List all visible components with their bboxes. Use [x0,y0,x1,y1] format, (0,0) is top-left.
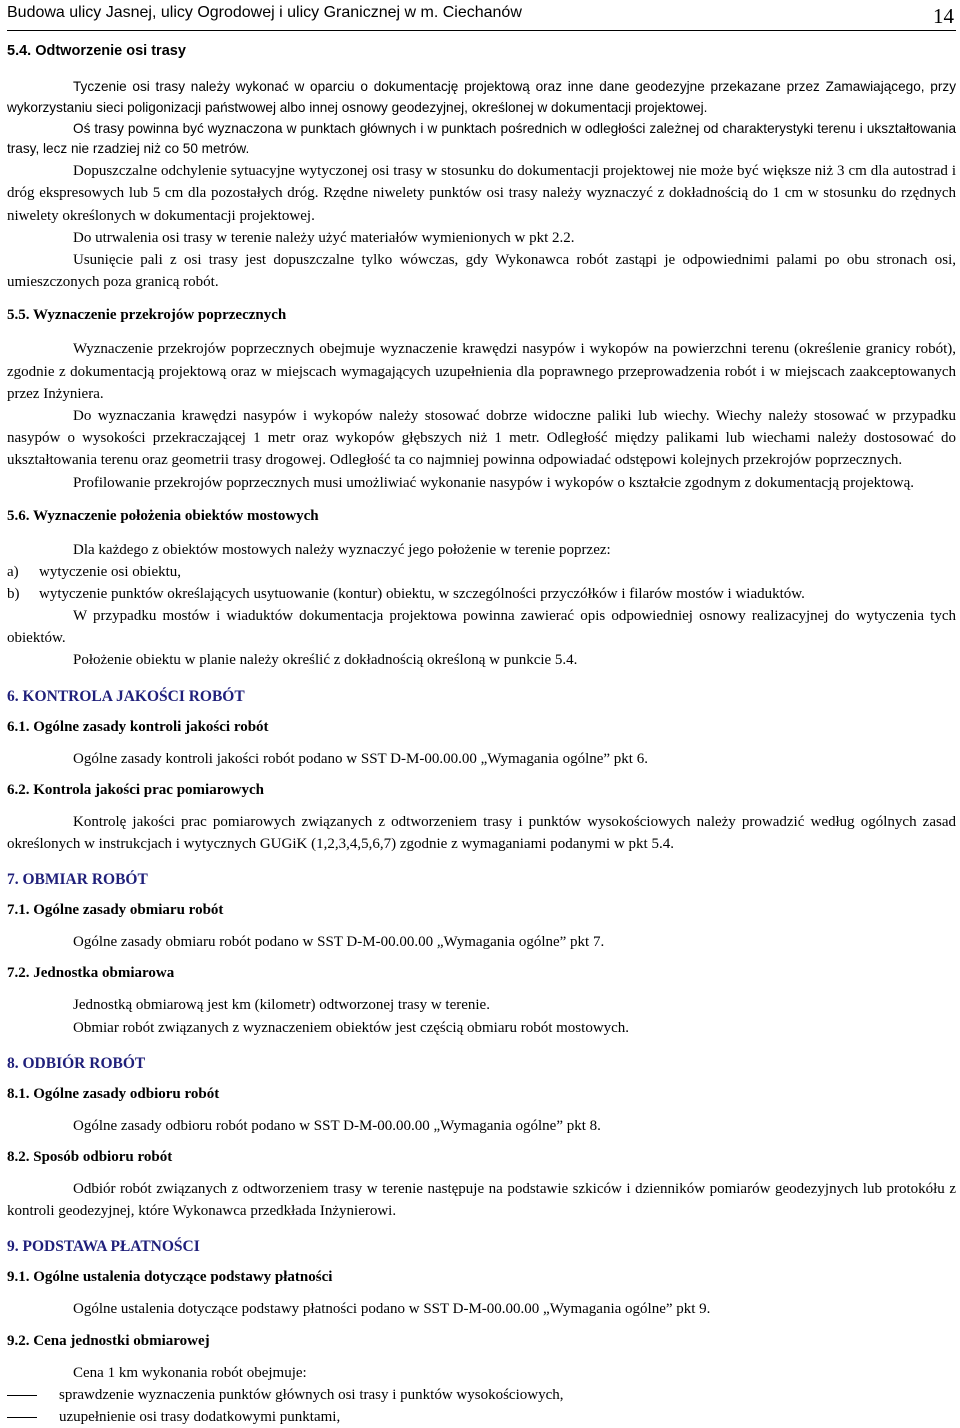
paragraph: Ogólne zasady kontroli jakości robót podano w SST D-M-00.00.00 „Wymagania ogólne” pkt 6. [73,750,648,767]
paragraph: Położenie obiektu w planie należy określić z dokładnością określoną w punkcie 5.4. [73,652,578,669]
chapter-heading-8: 8. ODBIÓR ROBÓT [7,1054,146,1072]
paragraph: Odbiór robót związanych z odtworzeniem trasy w terenie następuje na podstawie szkiców i dzienników pomiarów geodezyjnych lub protokółu z kontroli geodezyjnej, które Wykonawca przedkłada Inżynierowi. [7,1181,956,1220]
paragraph: Ogólne zasady odbioru robót podano w SST D-M-00.00.00 „Wymagania ogólne” pkt 8. [73,1117,601,1134]
paragraph: Wyznaczenie przekrojów poprzecznych obejmuje wyznaczenie krawędzi nasypów i wykopów na powierzchni terenu (określenie granicy robót), zgodnie z dokumentacją projektową oraz w miejscach wymagających uzupełnienia dla poprawnego przeprowadzenia robót i w miejscach zaakceptowanych przez Inżyniera. [7,341,956,402]
page-header [7,0,956,31]
paragraph: Dla każdego z obiektów mostowych należy wyznaczyć jego położenie w terenie poprzez: [73,541,611,558]
list-marker: a) [7,564,19,581]
paragraph: Ogólne ustalenia dotyczące podstawy płatności podano w SST D-M-00.00.00 „Wymagania ogólne” pkt 9. [73,1301,711,1318]
dash-bullet [7,1417,37,1418]
paragraph: Kontrolę jakości prac pomiarowych związanych z odtworzeniem trasy i punktów wysokościowych należy prowadzić według ogólnych zasad określonych w instrukcjach i wytycznych GUGiK (1,2,3,4,5,6,7) zgodnie z wymaganiami podanymi w pkt 5.4. [7,813,956,853]
paragraph: Ogólne zasady obmiaru robót podano w SST D-M-00.00.00 „Wymagania ogólne” pkt 7. [73,934,605,951]
document-title: Budowa ulicy Jasnej, ulicy Ogrodowej i ulicy Granicznej w m. Ciechanów [7,4,522,21]
list-item-text: sprawdzenie wyznaczenia punktów głównych osi trasy i punktów wysokościowych, [59,1386,564,1403]
chapter-heading-7: 7. OBMIAR ROBÓT [7,871,148,889]
paragraph: W przypadku mostów i wiaduktów dokumentacja projektowa powinna zawierać opis odpowiedniej osnowy realizacyjnej do wytyczenia tych obiektów. [7,608,956,647]
section-heading-9-1: 9.1. Ogólne ustalenia dotyczące podstawy płatności [7,1269,333,1286]
section-heading-5-4: 5.4. Odtworzenie osi trasy [7,43,186,59]
section-heading-6-1: 6.1. Ogólne zasady kontroli jakości robót [7,718,269,735]
paragraph: Do wyznaczania krawędzi nasypów i wykopów należy stosować dobrze widoczne paliki lub wiechy. Wiechy należy stosować w przypadku nasypów o wysokości przekraczającej 1 metr oraz wykopów głębszych niż 1 metr. Odległość między palikami lub wiechami należy dostosować do ukształtowania terenu oraz geometrii trasy drogowej. Odległość ta co najmniej powinna odpowiadać odstępowi kolejnych przekrojów poprzecznych. [7,408,956,469]
paragraph: Cena 1 km wykonania robót obejmuje: [73,1364,307,1381]
section-heading-8-2: 8.2. Sposób odbioru robót [7,1149,173,1166]
list-item-text: uzupełnienie osi trasy dodatkowymi punktami, [59,1408,341,1425]
list-marker: b) [7,586,20,603]
page-number: 14 [933,4,954,28]
paragraph: Dopuszczalne odchylenie sytuacyjne wytyczonej osi trasy w stosunku do dokumentacji projektowej nie może być większe niż 3 cm dla autostrad i dróg ekspresowych lub 5 cm dla pozostałych dróg. Rzędne niwelety punktów osi trasy należy wyznaczyć z dokładnością do 1 cm w stosunku do rzędnych niwelety określonych w dokumentacji projektowej. [7,163,956,224]
paragraph: Profilowanie przekrojów poprzecznych musi umożliwiać wykonanie nasypów i wykopów o kształcie zgodnym z dokumentacją projektową. [73,474,915,491]
list-item [7,1406,956,1428]
section-heading-6-2: 6.2. Kontrola jakości prac pomiarowych [7,781,264,798]
paragraph: Usunięcie pali z osi trasy jest dopuszczalne tylko wówczas, gdy Wykonawca robót zastąpi je odpowiednimi palami po obu stronach osi, umieszczonych poza granicą robót. [7,252,956,291]
paragraph: Obmiar robót związanych z wyznaczeniem obiektów jest częścią obmiaru robót mostowych. [73,1019,630,1036]
list-item [7,561,956,583]
list-item-text: wytyczenie punktów określających usytuowanie (kontur) obiektu, w szczególności przyczółków i filarów mostów i wiaduktów. [39,586,805,603]
list-item [7,1384,956,1406]
dash-bullet [7,1395,37,1396]
paragraph: Jednostką obmiarową jest km (kilometr) odtworzonej trasy w terenie. [73,997,490,1014]
list-item [7,583,956,605]
section-heading-9-2: 9.2. Cena jednostki obmiarowej [7,1332,210,1349]
paragraph: Oś trasy powinna być wyznaczona w punktach głównych i w punktach pośrednich w odległości zależnej od charakterystyki terenu i ukształtowania trasy, lecz nie rzadziej niż co 50 metrów. [7,120,956,157]
chapter-heading-9: 9. PODSTAWA PŁATNOŚCI [7,1238,200,1256]
section-heading-5-6: 5.6. Wyznaczenie położenia obiektów mostowych [7,507,319,524]
section-heading-7-1: 7.1. Ogólne zasady obmiaru robót [7,902,224,919]
section-heading-7-2: 7.2. Jednostka obmiarowa [7,965,175,982]
paragraph: Do utrwalenia osi trasy w terenie należy użyć materiałów wymienionych w pkt 2.2. [73,229,575,246]
section-heading-5-5: 5.5. Wyznaczenie przekrojów poprzecznych [7,307,287,324]
paragraph: Tyczenie osi trasy należy wykonać w oparciu o dokumentację projektową oraz inne dane geodezyjne przekazane przez Zamawiającego, przy wykorzystaniu sieci poligonizacji państwowej albo innej osnowy geodezyjnej, określonej w dokumentacji projektowej. [7,79,956,115]
document-page [7,0,956,1428]
section-heading-8-1: 8.1. Ogólne zasady odbioru robót [7,1085,220,1102]
chapter-heading-6: 6. KONTROLA JAKOŚCI ROBÓT [7,687,245,705]
list-item-text: wytyczenie osi obiektu, [39,564,182,581]
